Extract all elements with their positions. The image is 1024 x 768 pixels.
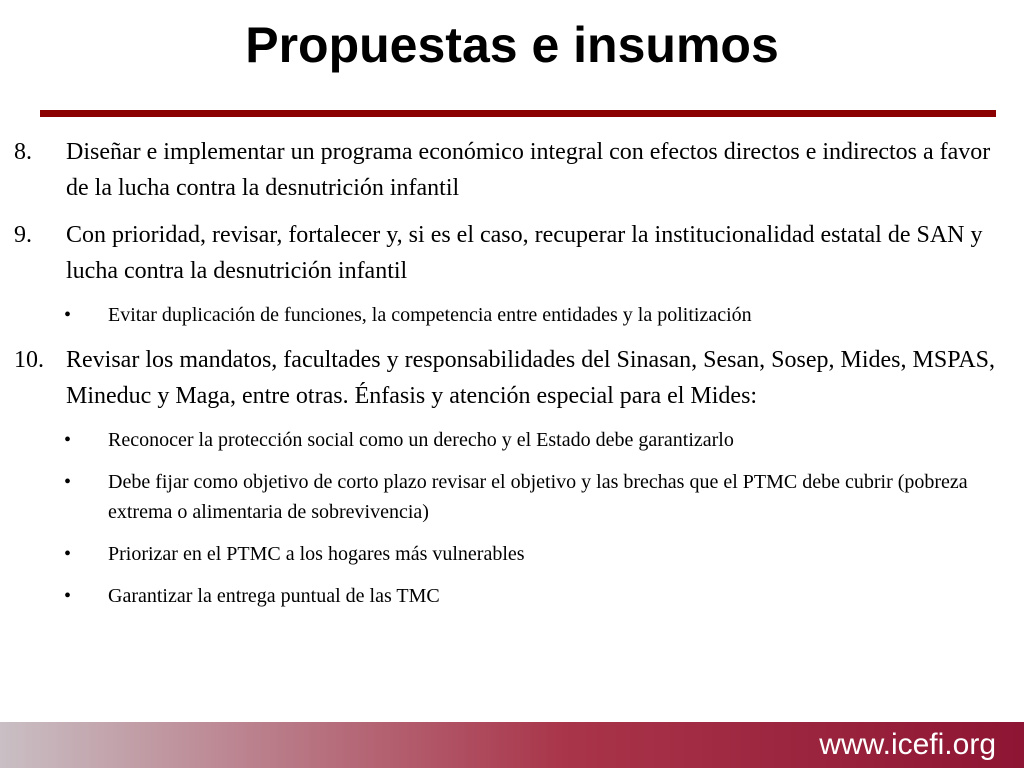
- numbered-item-9: [14, 217, 1004, 289]
- sub-bullet-item: [14, 300, 1004, 330]
- sub-bullet-text: Priorizar en el PTMC a los hogares más vulnerables: [108, 543, 525, 565]
- content-list: [14, 134, 1004, 623]
- sub-bullet-text: Garantizar la entrega puntual de las TMC: [108, 585, 440, 607]
- sub-bullet-item: [14, 581, 1004, 611]
- bullet-icon: •: [64, 585, 72, 607]
- sub-bullet-text: Reconocer la protección social como un derecho y el Estado debe garantizarlo: [108, 429, 734, 451]
- numbered-item-8: [14, 134, 1004, 206]
- numbered-item-10: [14, 342, 1004, 414]
- bullet-icon: •: [64, 543, 72, 565]
- item-number: 9.: [14, 222, 32, 248]
- sub-bullet-item: [14, 467, 1004, 527]
- slide-title: Propuestas e insumos: [245, 17, 779, 73]
- bullet-icon: •: [64, 429, 72, 451]
- sub-bullet-item: [14, 425, 1004, 455]
- item-number: 8.: [14, 139, 32, 165]
- sub-bullet-text: Evitar duplicación de funciones, la competencia entre entidades y la politización: [108, 304, 752, 326]
- footer-bar: [0, 722, 1024, 768]
- item-text: Revisar los mandatos, facultades y responsabilidades del Sinasan, Sesan, Sosep, Mides, MSPAS, Mineduc y Maga, entre otras. Énfasis y atención especial para el Mides:: [66, 347, 996, 409]
- footer-website-link[interactable]: www.icefi.org: [819, 728, 996, 761]
- title-underline: [40, 110, 996, 117]
- item-text: Diseñar e implementar un programa económico integral con efectos directos e indirectos a favor de la lucha contra la desnutrición infantil: [66, 139, 991, 201]
- sub-bullet-item: [14, 539, 1004, 569]
- item-text: Con prioridad, revisar, fortalecer y, si es el caso, recuperar la institucionalidad estatal de SAN y lucha contra la desnutrición infantil: [66, 222, 983, 284]
- bullet-icon: •: [64, 304, 72, 326]
- item-number: 10.: [14, 347, 44, 373]
- bullet-icon: •: [64, 471, 72, 493]
- sub-bullet-text: Debe fijar como objetivo de corto plazo revisar el objetivo y las brechas que el PTMC debe cubrir (pobreza extrema o alimentaria de sobrevivencia): [108, 471, 968, 523]
